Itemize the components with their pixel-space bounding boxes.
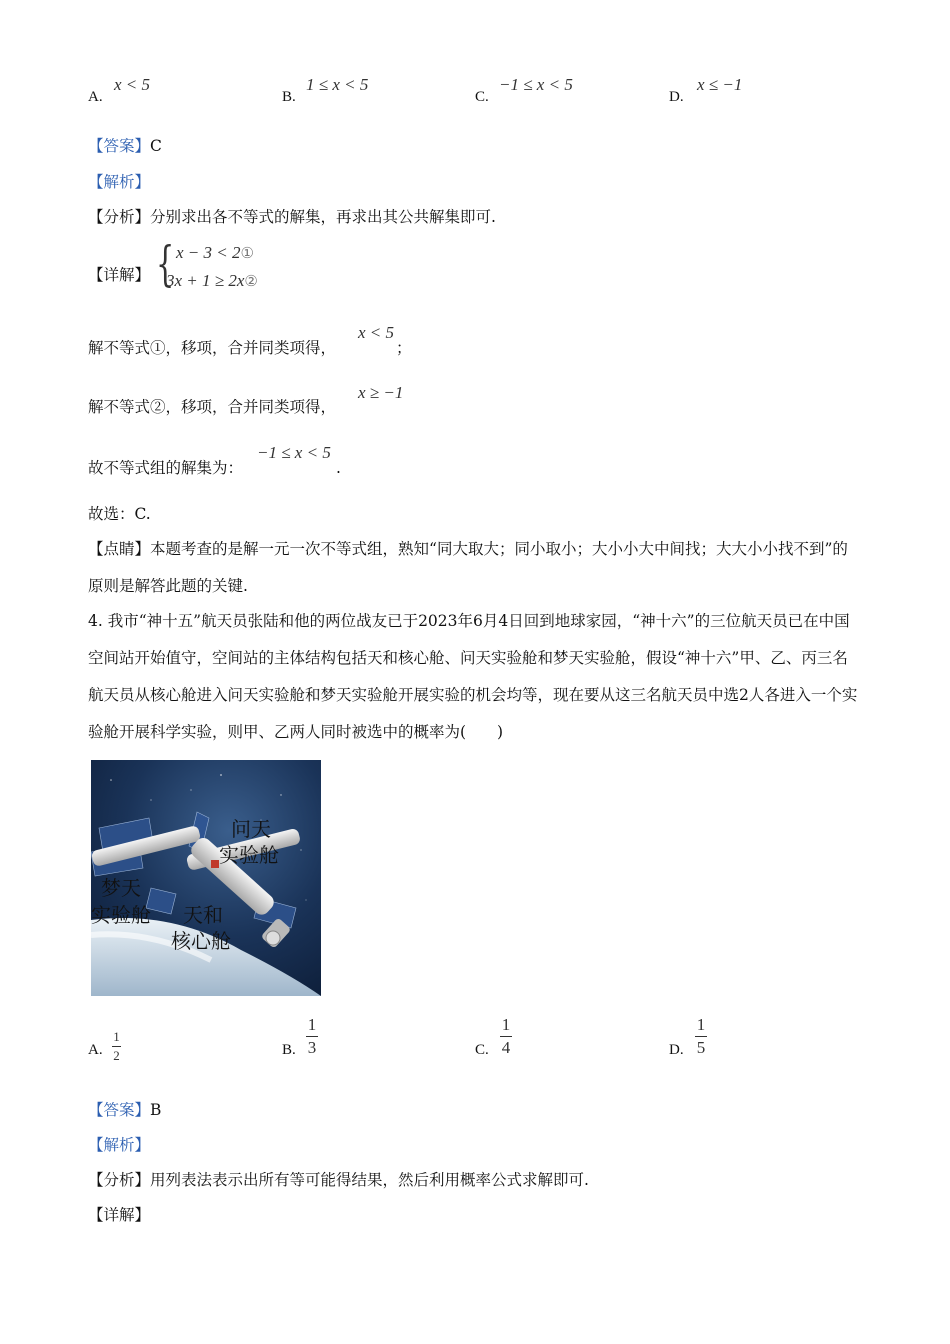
answer-value: C bbox=[150, 137, 162, 155]
q3-step3-math: −1 ≤ x < 5 bbox=[257, 443, 331, 462]
fraction-numerator: 1 bbox=[696, 1015, 706, 1034]
q3-detail-tag: 【详解】 bbox=[88, 266, 151, 284]
fraction-denominator: 5 bbox=[696, 1038, 706, 1057]
q3-option-a-math: x < 5 bbox=[114, 75, 151, 94]
circle-mark-2: ② bbox=[244, 272, 258, 290]
q3-option-c-math: −1 ≤ x < 5 bbox=[499, 75, 573, 94]
q3-step2-math: x ≥ −1 bbox=[358, 383, 404, 402]
label-wentian-2: 实验舱 bbox=[219, 843, 279, 867]
q4-analysis-tag: 【解析】 bbox=[88, 1136, 151, 1154]
answer-tag: 【答案】 bbox=[88, 1101, 151, 1119]
dianjing-tag: 【点睛】 bbox=[88, 540, 151, 558]
q4-stem: 4. 我市“神十五”航天员张陆和他的两位战友已于2023年6月4日回到地球家园，“神十六”的三位航天员已在中国空间站开始值守，空间站的主体结构包括天和核心舱、问天实验舱和梦天实验舱，假设“神十六”甲、乙、丙三名航天员从核心舱进入问天实验舱和梦天实验舱开展实验的机会均等，现在要从这三名航天员中选2人各进入一个实验舱开展科学实验，则甲、乙两人同时被选中的概率为( ) bbox=[88, 612, 858, 741]
q3-step1-end: ； bbox=[396, 339, 412, 357]
label-tianhe-1: 天和 bbox=[183, 903, 223, 927]
q3-option-c: C. bbox=[475, 89, 489, 105]
q4-detail-tag: 【详解】 bbox=[88, 1206, 151, 1224]
option-letter: A. bbox=[88, 89, 103, 105]
q3-step3-text: 故不等式组的解集为： bbox=[88, 459, 244, 477]
system-brace: { bbox=[156, 236, 175, 292]
q4-option-b: B. bbox=[282, 1042, 296, 1058]
q3-choose: 故选：C. bbox=[88, 505, 151, 523]
answer-tag: 【答案】 bbox=[88, 137, 151, 155]
q3-step1-text: 解不等式①，移项，合并同类项得， bbox=[88, 339, 337, 357]
q3-dianjing bbox=[88, 531, 858, 605]
space-station-illustration bbox=[91, 760, 321, 996]
fraction-numerator: 1 bbox=[501, 1015, 511, 1034]
q4-fenxi-line bbox=[88, 1170, 589, 1190]
q3-option-b-math: 1 ≤ x < 5 bbox=[306, 75, 369, 94]
q3-fenxi-line bbox=[88, 207, 496, 227]
system-eq-1: x − 3 < 2 bbox=[176, 243, 241, 262]
q4-option-c: C. bbox=[475, 1042, 489, 1058]
q4-option-d-fraction bbox=[695, 1016, 707, 1057]
q3-option-d: D. bbox=[669, 89, 684, 105]
fraction-denominator: 2 bbox=[113, 1048, 120, 1063]
q3-answer-line bbox=[88, 136, 162, 156]
answer-value: B bbox=[150, 1101, 162, 1119]
q4-answer-line bbox=[88, 1100, 161, 1120]
q4-option-b-fraction bbox=[306, 1016, 318, 1057]
q3-step3-end: . bbox=[336, 459, 341, 477]
q3-step2-text: 解不等式②，移项，合并同类项得， bbox=[88, 398, 337, 416]
fenxi-tag: 【分析】 bbox=[88, 208, 151, 226]
system-line-1 bbox=[176, 243, 254, 263]
q4-option-a-fraction bbox=[112, 1030, 121, 1063]
q3-option-a bbox=[88, 89, 103, 106]
system-line-2 bbox=[166, 271, 258, 291]
fraction-numerator: 1 bbox=[307, 1015, 317, 1034]
fenxi-text: 用列表法表示出所有等可能得结果，然后利用概率公式求解即可. bbox=[150, 1171, 589, 1189]
label-wentian-1: 问天 bbox=[231, 817, 271, 841]
space-station-image bbox=[91, 760, 321, 996]
q3-step1-math: x < 5 bbox=[358, 323, 395, 342]
q3-analysis-tag: 【解析】 bbox=[88, 173, 151, 191]
fenxi-text: 分别求出各不等式的解集，再求出其公共解集即可. bbox=[150, 208, 496, 226]
fraction-denominator: 4 bbox=[501, 1038, 511, 1057]
fenxi-tag: 【分析】 bbox=[88, 1171, 151, 1189]
circle-mark-1: ① bbox=[240, 244, 254, 262]
fraction-numerator: 1 bbox=[113, 1029, 120, 1044]
dianjing-text: 本题考查的是解一元一次不等式组，熟知“同大取大；同小取小；大小小大中间找；大大小小找不到”的原则是解答此题的关键. bbox=[88, 540, 848, 595]
label-tianhe-2: 核心舱 bbox=[171, 929, 231, 953]
q3-option-b: B. bbox=[282, 89, 296, 105]
q4-option-d: D. bbox=[669, 1042, 684, 1058]
label-mengtian-2: 实验舱 bbox=[91, 903, 151, 927]
fraction-denominator: 3 bbox=[307, 1038, 317, 1057]
label-mengtian-1: 梦天 bbox=[101, 876, 141, 900]
q3-option-d-math: x ≤ −1 bbox=[697, 75, 743, 94]
q4-option-a: A. bbox=[88, 1042, 103, 1058]
system-eq-2: 3x + 1 ≥ 2x bbox=[166, 271, 245, 290]
q4-option-c-fraction bbox=[500, 1016, 512, 1057]
